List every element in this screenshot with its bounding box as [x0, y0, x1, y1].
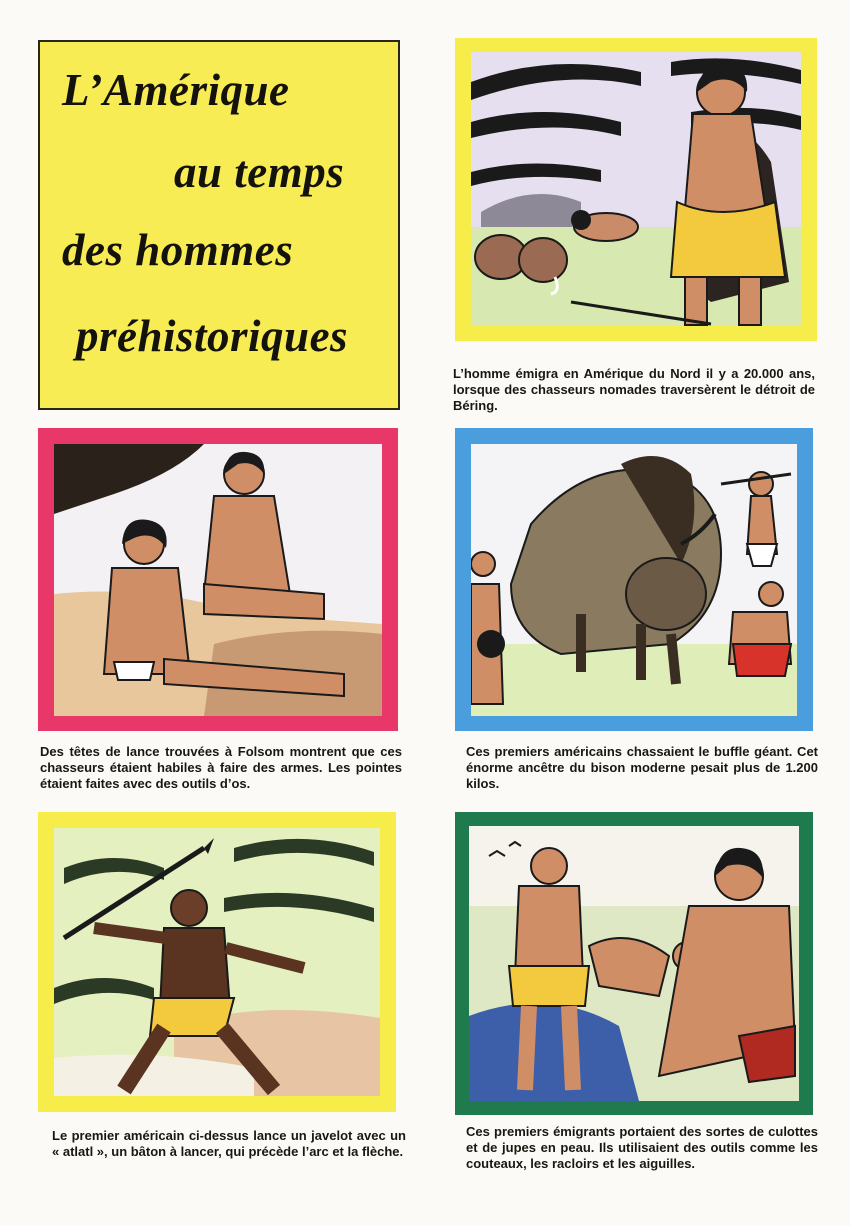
caption-folsom: Des têtes de lance trouvées à Folsom montrent que ces chasseurs étaient habiles à faire des armes. Les pointes étaient faites avec des outils d’os.	[40, 744, 402, 791]
panel-migration	[455, 38, 817, 341]
panel-atlatl	[38, 812, 396, 1112]
caption-buffalo: Ces premiers américains chassaient le buffle géant. Cet énorme ancêtre du bison moderne pesait plus de 1.200 kilos.	[466, 744, 818, 791]
illustration-folsom	[54, 444, 382, 716]
illustration-atlatl	[54, 828, 380, 1096]
illustration-migration	[471, 52, 801, 326]
title-line-1: L’Amérique	[62, 65, 290, 115]
panel-clothing	[455, 812, 813, 1115]
title-line-3: des hommes	[62, 225, 294, 275]
illustration-clothing	[469, 826, 799, 1101]
title-box	[38, 40, 400, 410]
caption-migration: L’homme émigra en Amérique du Nord il y a 20.000 ans, lorsque des chasseurs nomades traversèrent le détroit de Béring.	[453, 366, 815, 413]
panel-buffalo	[455, 428, 813, 731]
caption-atlatl: Le premier américain ci-dessus lance un javelot avec un « atlatl », un bâton à lancer, qui précède l’arc et la flèche.	[52, 1128, 406, 1159]
title-line-2: au temps	[174, 147, 345, 197]
illustration-buffalo	[471, 444, 797, 716]
title-line-4: préhistoriques	[76, 311, 349, 361]
panel-folsom	[38, 428, 398, 731]
caption-clothing: Ces premiers émigrants portaient des sortes de culottes et de jupes en peau. Ils utilisaient des outils comme les couteaux, les racloirs et les aiguilles.	[466, 1124, 818, 1171]
